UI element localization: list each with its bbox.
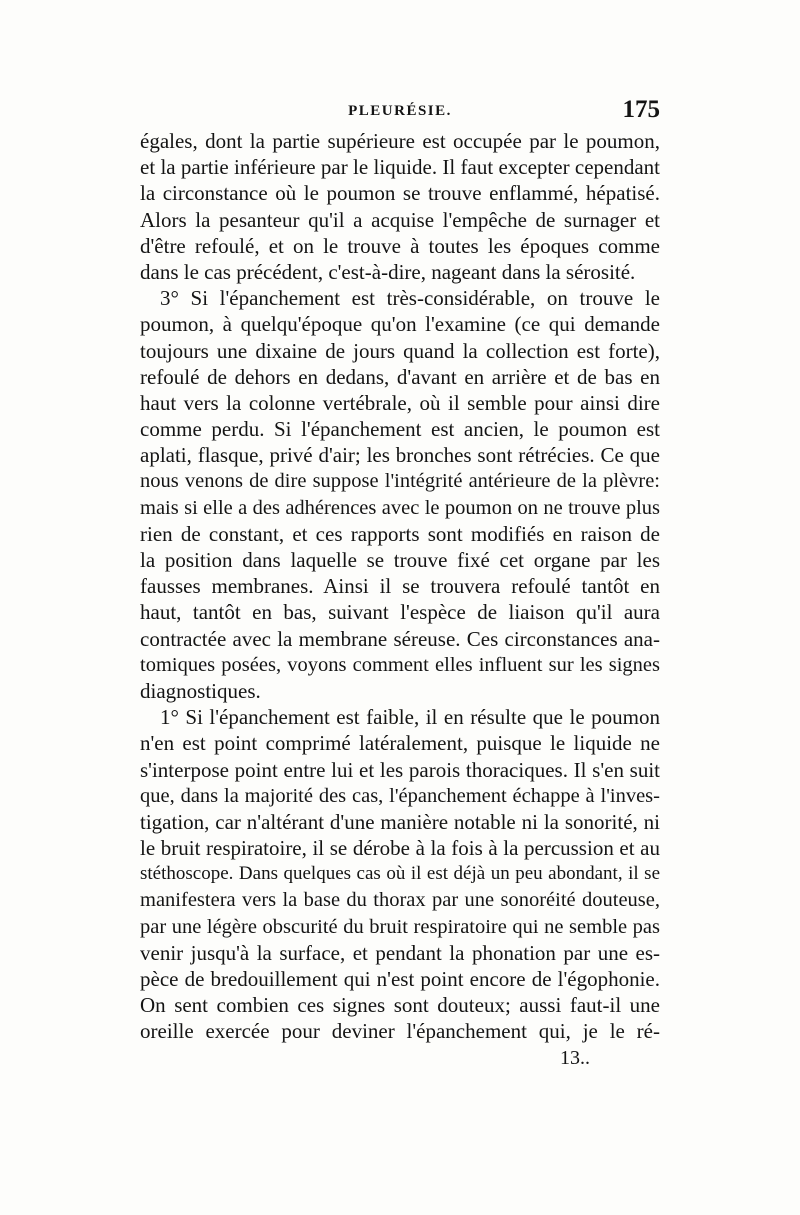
body-text	[140, 128, 660, 1045]
text-line: comme perdu. Si l'épanchement est ancien, le poumon est	[140, 417, 660, 442]
text-line: s'interpose point entre lui et les parois thoraciques. Il s'en suit	[140, 757, 660, 782]
running-head	[140, 96, 660, 126]
page-number: 175	[622, 96, 660, 123]
paragraph-start-line: 1° Si l'épanchement est faible, il en résulte que le poumon	[160, 705, 660, 730]
text-line: Alors la pesanteur qu'il a acquise l'empêche de surnager et	[140, 207, 660, 232]
signature-mark: 13..	[560, 1047, 590, 1069]
text-line: fausses membranes. Ainsi il se trouvera refoulé tantôt en	[140, 574, 660, 599]
text-line: oreille exercée pour deviner l'épanchement qui, je le ré-	[140, 1019, 660, 1044]
text-line: égales, dont la partie supérieure est occupée par le poumon,	[140, 129, 660, 153]
text-line: n'en est point comprimé latéralement, puisque le liquide ne	[140, 731, 660, 756]
text-line: par une légère obscurité du bruit respiratoire qui ne semble pas	[140, 915, 660, 938]
text-line: haut vers la colonne vertébrale, où il semble pour ainsi dire	[140, 390, 660, 415]
text-line: aplati, flasque, privé d'air; les bronches sont rétrécies. Ce que	[140, 443, 660, 468]
text-line: tomiques posées, voyons comment elles influent sur les signes	[140, 653, 660, 676]
text-line: que, dans la majorité des cas, l'épanchement échappe à l'inves-	[140, 784, 660, 807]
text-line: dans le cas précédent, c'est-à-dire, nageant dans la sérosité.	[140, 259, 636, 284]
paragraph-start-line: 3° Si l'épanchement est très-considérable, on trouve le	[160, 286, 660, 311]
text-line: refoulé de dehors en dedans, d'avant en arrière et de bas en	[140, 364, 660, 389]
text-line: manifestera vers la base du thorax par une sonoréité douteuse,	[140, 889, 660, 912]
text-line: nous venons de dire suppose l'intégrité antérieure de la plèvre:	[140, 470, 660, 493]
text-line: d'être refoulé, et on le trouve à toutes les époques comme	[140, 233, 660, 258]
text-line: poumon, à quelqu'époque qu'on l'examine (ce qui demande	[140, 312, 660, 337]
text-line: la circonstance où le poumon se trouve enflammé, hépatisé.	[140, 181, 660, 206]
text-line: toujours une dixaine de jours quand la collection est forte),	[140, 338, 660, 363]
text-line: mais si elle a des adhérences avec le poumon on ne trouve plus	[140, 496, 660, 519]
text-line: pèce de bredouillement qui n'est point encore de l'égophonie.	[140, 967, 660, 991]
text-line: le bruit respiratoire, il se dérobe à la fois à la percussion et au	[140, 836, 660, 861]
text-line: contractée avec la membrane séreuse. Ces circonstances ana-	[140, 626, 660, 651]
text-line: diagnostiques.	[140, 678, 261, 703]
running-title: PLEURÉSIE.	[348, 103, 452, 119]
text-line: On sent combien ces signes sont douteux; aussi faut-il une	[140, 993, 660, 1018]
text-line: stéthoscope. Dans quelques cas où il est déjà un peu abondant, il se	[140, 863, 660, 885]
text-line: rien de constant, et ces rapports sont modifiés en raison de	[140, 521, 660, 546]
text-line: la position dans laquelle se trouve fixé cet organe par les	[140, 548, 660, 572]
text-line: et la partie inférieure par le liquide. Il faut excepter cependant	[140, 155, 660, 180]
text-line: haut, tantôt en bas, suivant l'espèce de liaison qu'il aura	[140, 600, 660, 625]
text-line: venir jusqu'à la surface, et pendant la phonation par une es-	[140, 940, 660, 965]
text-line: tigation, car n'altérant d'une manière notable ni la sonorité, ni	[140, 809, 660, 834]
